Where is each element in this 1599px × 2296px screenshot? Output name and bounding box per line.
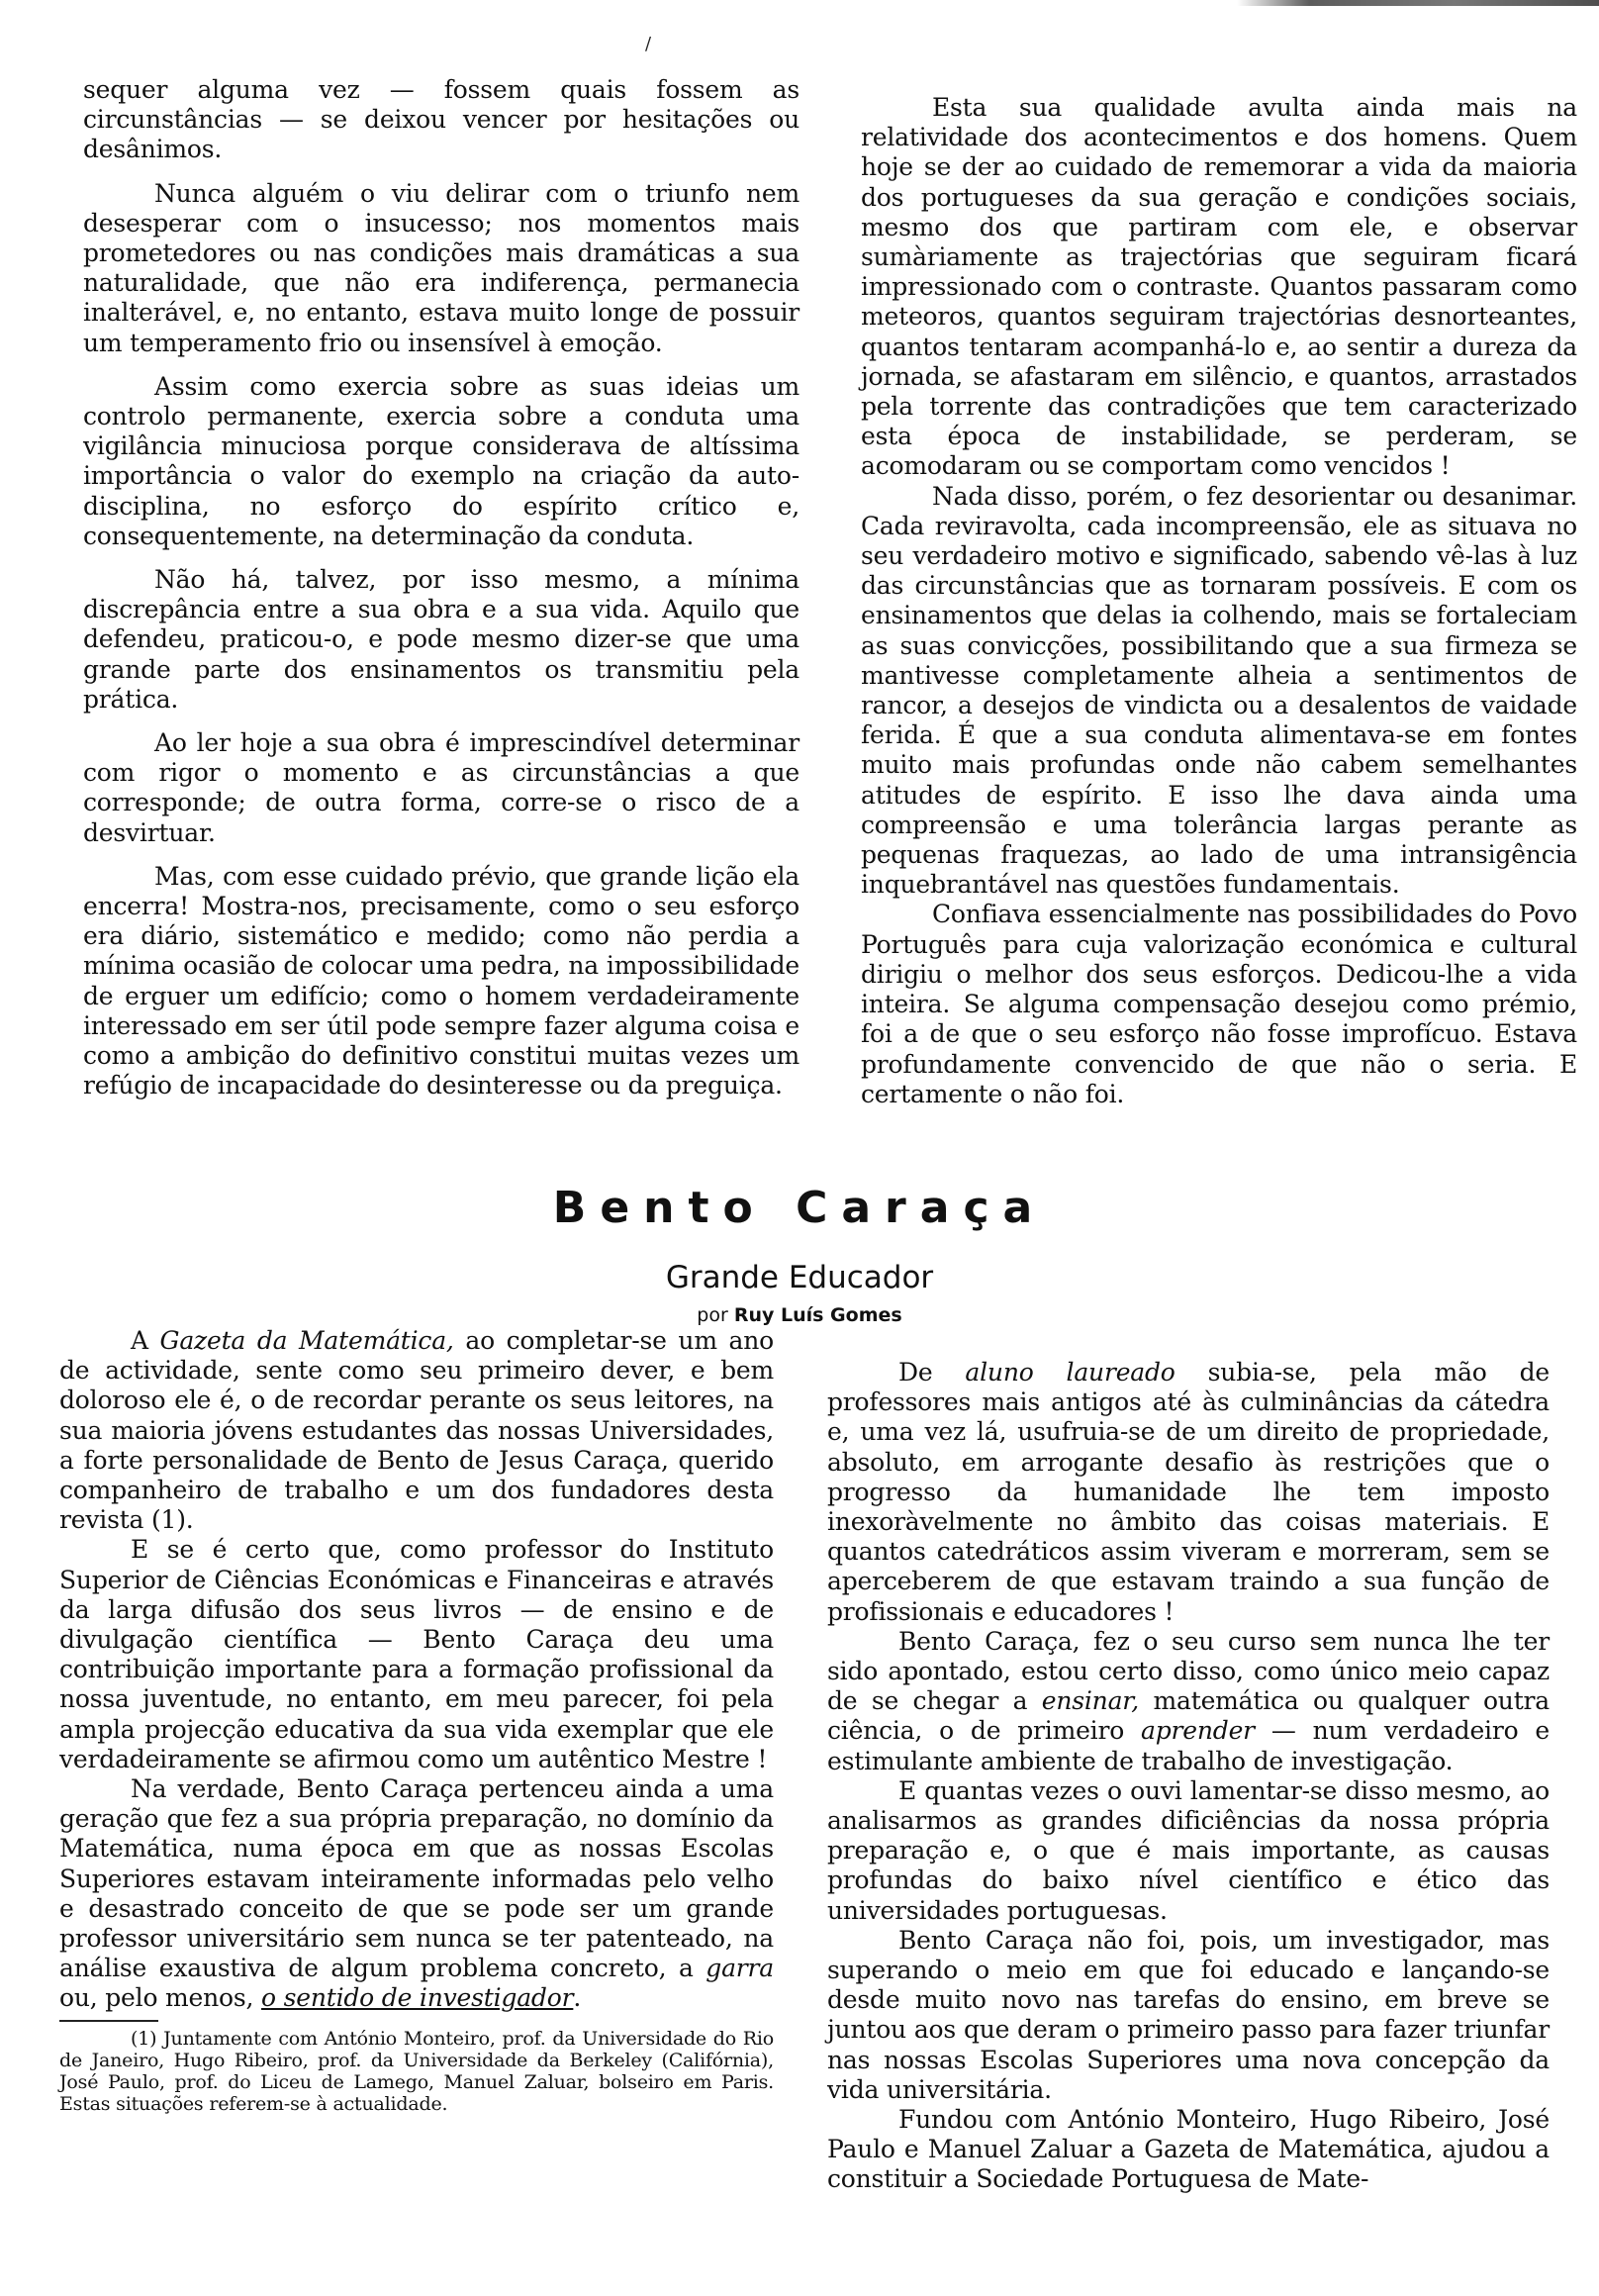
paragraph: Fundou com António Monteiro, Hugo Ribeiro, José Paulo e Manuel Zaluar a Gazeta de Matemática, ajudou a constituir a Sociedade Portuguesa de Mate- bbox=[827, 2105, 1550, 2194]
paragraph: Não há, talvez, por isso mesmo, a mínima discrepância entre a sua obra e a sua vida. Aquilo que defendeu, praticou-o, e pode mesmo dizer-se que uma grande parte dos ensinamentos os transmitiu pela prática. bbox=[83, 565, 800, 714]
paragraph: Nada disso, porém, o fez desorientar ou desanimar. Cada reviravolta, cada incompreensão, ele as situava no seu verdadeiro motivo e significado, sabendo vê-las à luz das circunstâncias que as tornaram possíveis. E com os ensinamentos que delas ia colhendo, mais se fortaleciam as suas convicções, possibilitando que a sua firmeza se mantivesse completamente alheia a sentimentos de rancor, a desejos de vindicta ou a desalentos de vaidade ferida. É que a sua conduta alimentava-se em fontes muito mais profundas onde não cabem semelhantes atitudes de espírito. E isso lhe dava ainda uma compreensão e uma tolerância largas perante as pequenas fraquezas, ao lado de uma intransigência inquebrantável nas questões fundamentais. bbox=[861, 481, 1577, 900]
paragraph: Esta sua qualidade avulta ainda mais na relatividade dos acontecimentos e dos homens. Quem hoje se der ao cuidado de rememorar a vida da maioria dos portugueses da sua geração e condições sociais, mesmo dos que partiram com ele, e observar sumàriamente as trajectórias que seguiram ficará impressionado com o contraste. Quantos passaram como meteoros, quantos seguiram trajectórias desnorteantes, quantos tentaram acompanhá-lo e, ao sentir a dureza da jornada, se afastaram em silêncio, e quantos, arrastados pela torrente das contradições que tem caracterizado esta época de instabilidade, se perderam, se acomodaram ou se comportam como vencidos ! bbox=[861, 93, 1577, 481]
paragraph: Confiava essencialmente nas possibilidades do Povo Português para cuja valorização económica e cultural dirigiu o melhor dos seus esforços. Dedicou-lhe a vida inteira. Se alguma compensação desejou como prémio, foi a de que o seu esforço não fosse improfícuo. Estava profundamente convencido de que não o seria. E certamente o não foi. bbox=[861, 900, 1577, 1108]
paragraph: Nunca alguém o viu delirar com o triunfo nem desesperar com o insucesso; nos momentos mais prometedores ou nas condições mais dramáticas a sua naturalidade, que não era indiferença, permanecia inalterável, e, no entanto, estava muito longe de possuir um temperamento frio ou insensível à emoção. bbox=[83, 178, 800, 357]
bottom-right-column bbox=[827, 1358, 1550, 2195]
paragraph: sequer alguma vez — fossem quais fossem as circunstâncias — se deixou vencer por hesitações ou desânimos. bbox=[83, 75, 800, 164]
article-subtitle: Grande Educador bbox=[665, 1260, 934, 1295]
scan-edge-line bbox=[1237, 0, 1599, 6]
paragraph: Assim como exercia sobre as suas ideias um controlo permanente, exercia sobre a conduta uma vigilância minuciosa porque considerava de altíssima importância o valor do exemplo na criação da auto-disciplina, no esforço do espírito crítico e, consequentemente, na determinação da conduta. bbox=[83, 371, 800, 550]
paragraph: E quantas vezes o ouvi lamentar-se disso mesmo, ao analisarmos as grandes dificiências da nossa própria preparação e, o que é mais importante, as causas profundas do baixo nível científico e ético das universidades portuguesas. bbox=[827, 1775, 1550, 1925]
byline-prefix: por bbox=[697, 1304, 728, 1326]
paragraph: Mas, com esse cuidado prévio, que grande lição ela encerra! Mostra-nos, precisamente, como o seu esforço era diário, sistemático e medido; como não perdia a mínima ocasião de colocar uma pedra, na impossibilidade de erguer um edifício; como o homem verdadeiramente interessado em ser útil pode sempre fazer alguma coisa e como a ambição do definitivo constitui muitas vezes um refúgio de incapacidade do desinteresse ou da preguiça. bbox=[83, 861, 800, 1100]
page-mark: / bbox=[645, 34, 652, 54]
paragraph: Bento Caraça não foi, pois, um investigador, mas superando o meio em que foi educado e lançando-se desde muito novo nas tarefas do ensino, em breve se juntou aos que deram o primeiro passo para fazer triunfar nas nossas Escolas Superiores uma nova concepção da vida universitária. bbox=[827, 1925, 1550, 2104]
paragraph: E se é certo que, como professor do Instituto Superior de Ciências Económicas e Financeiras e através da larga difusão dos seus livros — de ensino e de divulgação científica — Bento Caraça deu uma contribuição importante para a formação profissional da nossa juventude, no entanto, em meu parecer, foi pela ampla projecção educativa da sua vida exemplar que ele verdadeiramente se afirmou como um autêntico Mestre ! bbox=[59, 1535, 774, 1773]
top-right-column bbox=[861, 93, 1577, 1109]
article-byline bbox=[0, 1304, 1599, 1326]
author-name: Ruy Luís Gomes bbox=[733, 1304, 902, 1326]
paragraph: Bento Caraça, fez o seu curso sem nunca lhe ter sido apontado, estou certo disso, como único meio capaz de se chegar a ensinar, matemática ou qualquer outra ciência, o de primeiro aprender — num verdadeiro e estimulante ambiente de trabalho de investigação. bbox=[827, 1626, 1550, 1775]
top-left-column bbox=[83, 75, 800, 1101]
journal-name: Gazeta da Matemática, bbox=[159, 1326, 454, 1355]
paragraph: Ao ler hoje a sua obra é imprescindível determinar com rigor o momento e as circunstâncias a que corresponde; de outra forma, corre-se o risco de a desvirtuar. bbox=[83, 728, 800, 847]
article-title: Bento Caraça bbox=[552, 1183, 1047, 1233]
bottom-left-column bbox=[59, 1326, 774, 2115]
paragraph: Na verdade, Bento Caraça pertenceu ainda a uma geração que fez a sua própria preparação, no domínio da Matemática, numa época em que as nossas Escolas Superiores estavam inteiramente informadas pelo velho e desastrado conceito de que se pode ser um grande professor universitário sem nunca se ter patenteado, na análise exaustiva de algum problema concreto, a garra ou, pelo menos, o sentido de investigador. bbox=[59, 1774, 774, 2013]
paragraph: De aluno laureado subia-se, pela mão de professores mais antigos até às culminâncias da cátedra e, uma vez lá, usufruia-se de um direito de propriedade, absoluto, em arrogante desafio às restrições que o progresso da humanidade lhe tem imposto inexoràvelmente no âmbito das coisas materiais. E quantos catedráticos assim viveram e morreram, sem se aperceberem de que estavam traindo a sua função de profissionais e educadores ! bbox=[827, 1358, 1550, 1626]
footnote: (1) Juntamente com António Monteiro, prof. da Universidade do Rio de Janeiro, Hugo Ribeiro, prof. da Universidade da Berkeley (Califórnia), José Paulo, prof. do Liceu de Lamego, Manuel Zaluar, bolseiro em Paris. Estas situações referem-se à actualidade. bbox=[59, 2027, 774, 2115]
paragraph: A Gazeta da Matemática, ao completar-se um ano de actividade, sente como seu primeiro dever, e bem doloroso ele é, o de recordar perante os seus leitores, na sua maioria jóvens estudantes das nossas Universidades, a forte personalidade de Bento de Jesus Caraça, querido companheiro de trabalho e um dos fundadores desta revista (1). bbox=[59, 1326, 774, 1535]
footnote-divider bbox=[59, 2020, 158, 2022]
